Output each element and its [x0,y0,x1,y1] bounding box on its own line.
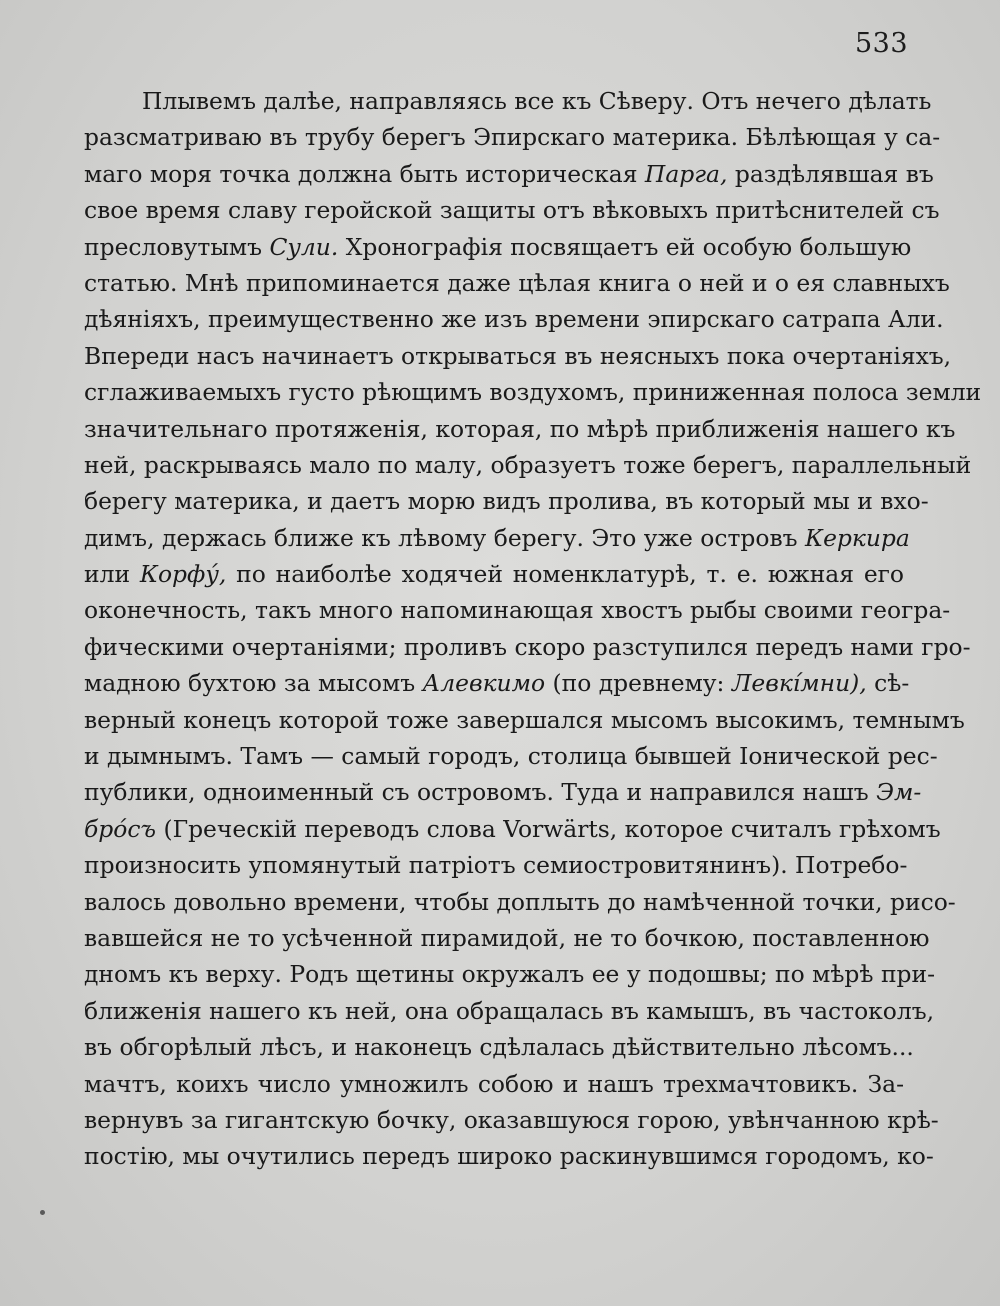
text-segment: (по древнему: [545,669,732,698]
text-line [84,229,912,265]
text-segment: значительнаго протяженія, которая, по мѣрѣ приближенія нашего къ [84,414,956,443]
text-line [84,556,904,592]
text-segment: постію, мы очутились передъ широко раскинувшимся городомъ, ко- [84,1142,934,1171]
italic-name: бро́съ [84,814,157,843]
italic-name: Сули. [269,232,339,261]
text-segment: въ обгорѣлый лѣсъ, и наконецъ сдѣлалась дѣйствительно лѣсомъ... [84,1033,914,1062]
text-segment: по наиболѣе ходячей номенклатурѣ, т. е. южная его [226,560,904,589]
text-segment: произносить упомянутый патріотъ семиостровитянинъ). Потребо- [84,851,908,880]
italic-name: Алевкимо [422,669,546,698]
text-segment: верный конецъ которой тоже завершался мысомъ высокимъ, темнымъ [84,705,965,734]
text-line [84,83,932,119]
text-line [84,1066,904,1102]
text-segment: Впереди насъ начинаетъ открываться въ неясныхъ пока очертаніяхъ, [84,341,952,370]
text-segment: свое время славу геройской защиты отъ вѣковыхъ притѣснителей съ [84,196,940,225]
text-line [84,592,951,628]
text-segment: сглаживаемыхъ густо рѣющимъ воздухомъ, приниженная полоса земли [84,378,982,407]
italic-name: Керкира [804,523,910,552]
text-segment: вернувъ за гигантскую бочку, оказавшуюся горою, увѣнчанною крѣ- [84,1105,939,1134]
text-segment: публики, одноименный съ островомъ. Туда и направился нашъ [84,778,877,807]
text-line [84,411,956,447]
text-line [84,265,950,301]
text-line [84,374,982,410]
text-segment: дномъ къ верху. Родъ щетины окружалъ ее у подошвы; по мѣрѣ при- [84,960,936,989]
text-line [84,629,971,665]
text-segment: мачтъ, коихъ число умножилъ собою и нашъ трехмачтовикъ. За- [84,1069,904,1098]
text-line [84,1102,939,1138]
text-segment: (Греческій переводъ слова Vorwärts, которое считалъ грѣхомъ [156,814,941,843]
text-line [84,119,941,155]
text-line [84,811,941,847]
italic-name: Парга, [644,159,728,188]
text-segment: ближенія нашего къ ней, она обращалась въ камышъ, въ частоколъ, [84,996,935,1025]
text-segment: маго моря точка должна быть историческая [84,159,645,188]
text-line [84,447,972,483]
text-segment: Плывемъ далѣе, направляясь все къ Сѣверу. Отъ нечего дѣлать [142,87,932,115]
text-line [84,774,922,810]
text-line [84,520,910,556]
text-line [84,301,944,337]
text-segment: мадною бухтою за мысомъ [84,669,423,698]
text-segment: или [84,560,140,589]
text-line [84,993,935,1029]
italic-name: Эм- [876,778,922,807]
text-segment: сѣ- [866,669,910,698]
text-segment: статью. Мнѣ припоминается даже цѣлая книга о ней и о ея славныхъ [84,268,950,297]
text-segment: дѣяніяхъ, преимущественно же изъ времени эпирскаго сатрапа Али. [84,305,944,334]
text-segment: разсматриваю въ трубу берегъ Эпирскаго материка. Бѣлѣющая у са- [84,123,941,152]
text-line [84,920,930,956]
page-number: 533 [855,28,909,59]
text-segment: ней, раскрываясь мало по малу, образуетъ тоже берегъ, параллельный [84,450,972,479]
text-segment: раздѣлявшая въ [727,159,934,188]
text-line [84,956,936,992]
text-line [84,156,934,192]
text-segment: фическими очертаніями; проливъ скоро разступился передъ нами гро- [84,632,971,661]
text-segment: оконечность, такъ много напоминающая хвостъ рыбы своими геогра- [84,596,951,625]
text-line [84,884,956,920]
text-segment: димъ, держась ближе къ лѣвому берегу. Это уже островъ [84,523,805,552]
text-line [84,192,940,228]
text-segment: валось довольно времени, чтобы доплыть до намѣченной точки, рисо- [84,887,956,916]
text-segment: берегу материка, и даетъ морю видъ пролива, въ который мы и вхо- [84,487,929,516]
text-line [84,1138,934,1174]
text-segment: Хронографія посвящаетъ ей особую большую [338,232,912,261]
text-line [84,702,965,738]
text-segment: вавшейся не то усѣченной пирамидой, не то бочкою, поставленною [84,923,930,952]
paper-speck [40,1210,45,1215]
italic-name: Корфу́, [139,560,227,589]
text-segment: и дымнымъ. Тамъ — самый городъ, столица бывшей Іонической рес- [84,742,938,771]
text-line [84,665,910,701]
text-line [84,847,908,883]
text-line [84,338,952,374]
italic-name: Левкі́мни), [731,669,867,698]
text-line [84,738,938,774]
body-text [84,83,982,1175]
text-line [84,1029,914,1065]
text-line [84,483,929,519]
text-segment: пресловутымъ [84,232,270,261]
